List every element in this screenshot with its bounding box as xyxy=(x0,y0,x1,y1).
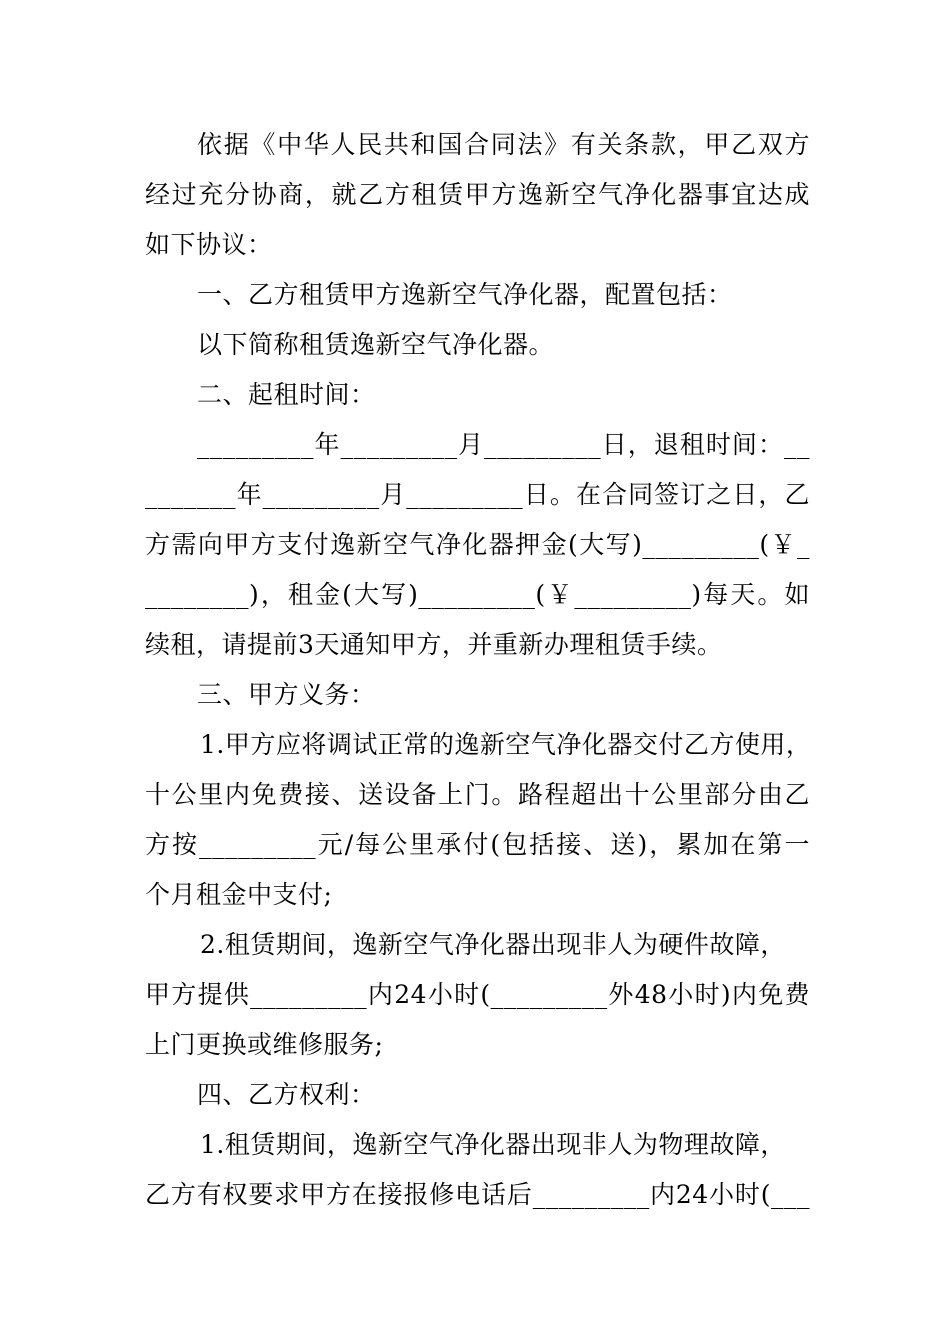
section-3-item-2-line-2: 甲方提供_________内24小时(_________外48小时)内免费 xyxy=(145,980,810,1009)
section-2-line-5: 续租，请提前3天通知甲方，并重新办理租赁手续。 xyxy=(145,630,723,659)
section-2-heading: 二、起租时间： xyxy=(197,380,376,409)
section-4-heading: 四、乙方权利： xyxy=(197,1080,376,1109)
section-2-line-4: ________)，租金(大写)_________(￥_________)每天。如 xyxy=(145,580,810,609)
paragraph-intro-line-2: 经过充分协商，就乙方租赁甲方逸新空气净化器事宜达成 xyxy=(145,180,810,209)
section-3-item-1-line-1: 1.甲方应将调试正常的逸新空气净化器交付乙方使用， xyxy=(200,730,812,759)
section-3-item-2-line-3: 上门更换或维修服务; xyxy=(145,1030,384,1059)
section-3-item-1-line-3: 方按_________元/每公里承付(包括接、送)，累加在第一 xyxy=(145,830,810,859)
section-3-item-1-line-2: 十公里内免费接、送设备上门。路程超出十公里部分由乙 xyxy=(145,780,810,809)
section-2-line-1: _________年_________月_________日，退租时间：__ xyxy=(197,430,810,459)
section-4-item-1-line-1: 1.租赁期间，逸新空气净化器出现非人为物理故障， xyxy=(200,1130,786,1159)
section-2-line-2: _______年_________月_________日。在合同签订之日，乙 xyxy=(145,480,810,509)
paragraph-intro-line-3: 如下协议： xyxy=(145,230,273,259)
section-4-item-1-line-2: 乙方有权要求甲方在接报修电话后_________内24小时(___ xyxy=(145,1180,810,1209)
section-3-item-2-line-1: 2.租赁期间，逸新空气净化器出现非人为硬件故障， xyxy=(200,930,786,959)
section-1-note: 以下简称租赁逸新空气净化器。 xyxy=(197,330,555,359)
section-3-heading: 三、甲方义务： xyxy=(197,680,376,709)
section-2-line-3: 方需向甲方支付逸新空气净化器押金(大写)_________(￥_ xyxy=(145,530,810,559)
section-1-heading: 一、乙方租赁甲方逸新空气净化器，配置包括： xyxy=(197,280,733,309)
section-3-item-1-line-4: 个月租金中支付; xyxy=(145,880,333,909)
paragraph-intro-line-1: 依据《中华人民共和国合同法》有关条款，甲乙双方 xyxy=(197,130,810,159)
